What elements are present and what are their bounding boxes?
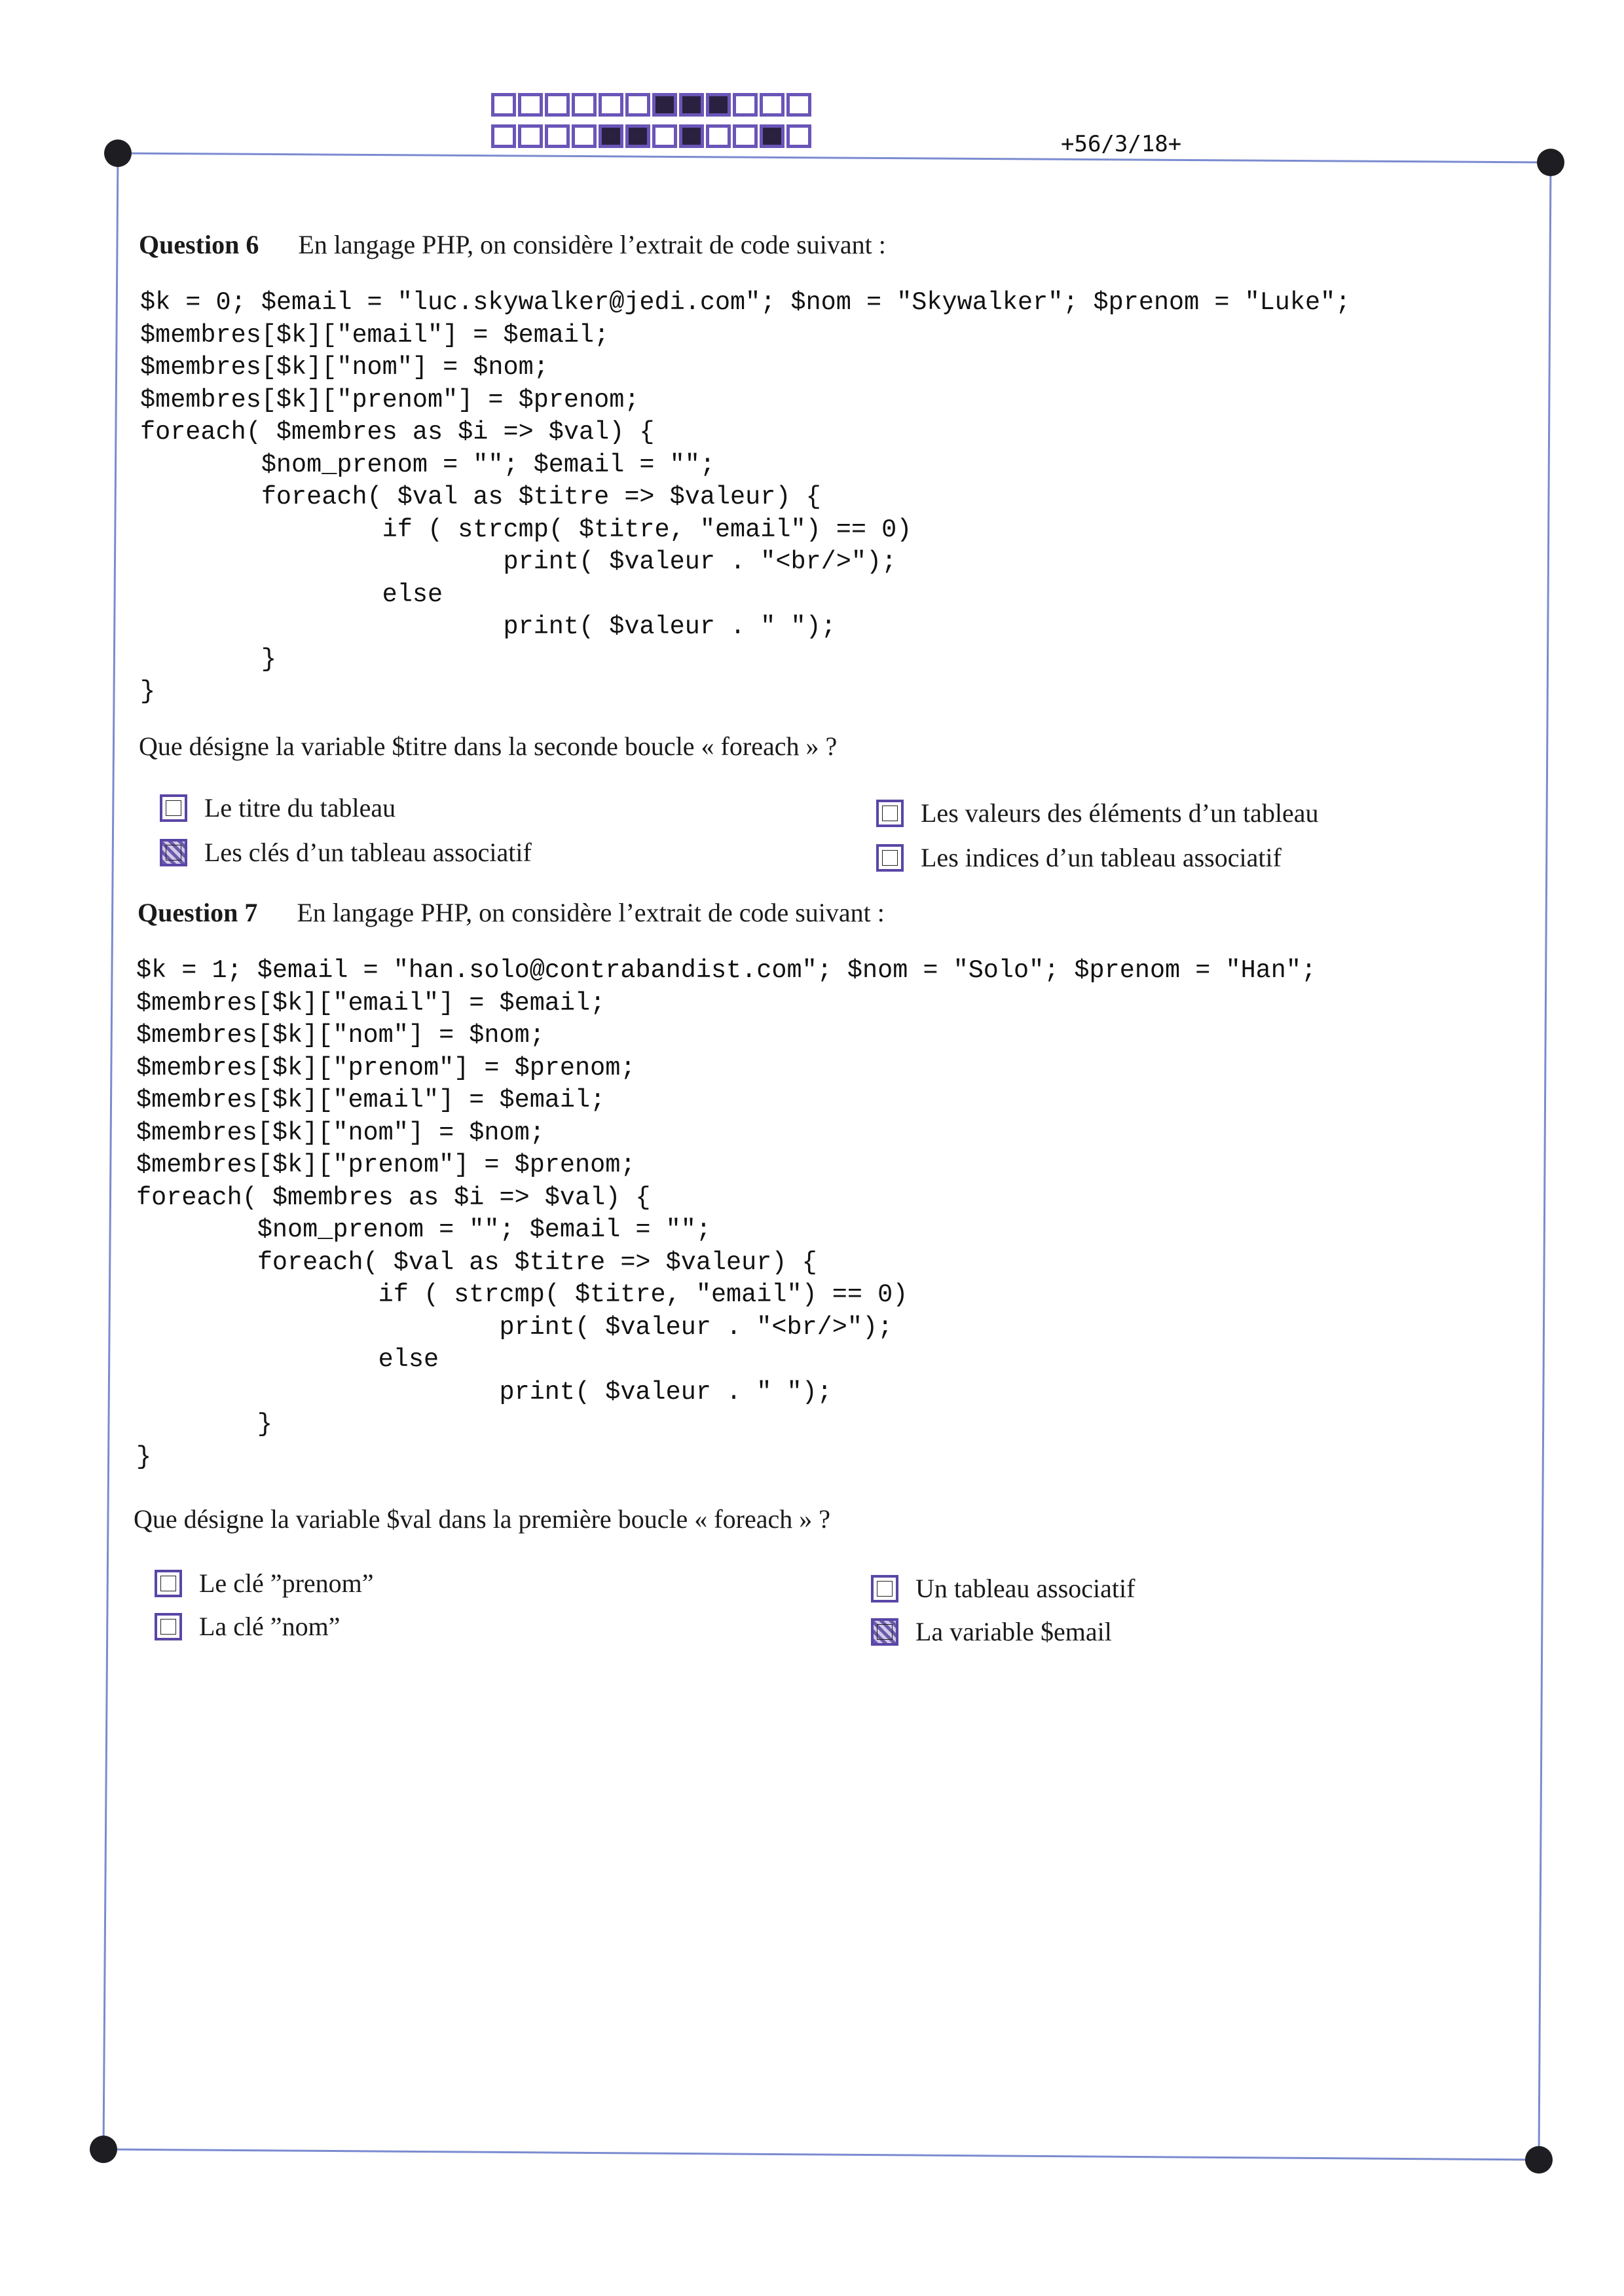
barcode-cell-empty bbox=[491, 93, 516, 117]
barcode-cell-empty bbox=[572, 124, 597, 148]
barcode-cell-filled bbox=[679, 124, 704, 148]
barcode-cell-filled bbox=[599, 124, 623, 148]
barcode-cell-empty bbox=[518, 124, 543, 148]
option-label: Un tableau associatif bbox=[915, 1574, 1135, 1603]
question-number: Question 7 bbox=[138, 898, 258, 927]
q7-option-1[interactable] bbox=[155, 1568, 374, 1599]
q6-option-2[interactable] bbox=[160, 837, 532, 868]
barcode-cell-filled bbox=[760, 124, 784, 148]
question-number: Question 6 bbox=[139, 230, 259, 259]
q7-option-4[interactable] bbox=[871, 1616, 1112, 1647]
corner-marker-top-right bbox=[1537, 149, 1564, 176]
q6-option-3[interactable] bbox=[876, 798, 1319, 828]
barcode-cell-empty bbox=[625, 93, 650, 117]
option-label: La variable $email bbox=[915, 1617, 1112, 1646]
frame-left-line bbox=[103, 153, 118, 2149]
question-6-heading bbox=[139, 229, 886, 260]
option-label: Les indices d’un tableau associatif bbox=[921, 843, 1282, 872]
question-7-code: $k = 1; $email = "han.solo@contrabandist.com"; $nom = "Solo"; $prenom = "Han"; $membres[$k]["email"] = $email; $membres[$k]["nom"] = $nom; $membres[$k]["prenom"] = $prenom; $membres[$k]["email"] = $email; $membres[$k]["nom"] = $nom; $membres[$k]["prenom"] = $prenom; foreach( $membres as $i => $val) { $nom_prenom = ""; $email = ""; foreach( $val as $titre => $valeur) { if ( strcmp( $titre, "email") == 0) print( $valeur . "<br/>"); else print( $valeur . " "); } } bbox=[136, 956, 1317, 1472]
barcode-cell-filled bbox=[652, 93, 677, 117]
option-label: Les valeurs des éléments d’un tableau bbox=[921, 798, 1319, 828]
q7-option-3[interactable] bbox=[871, 1573, 1135, 1604]
barcode-cell-empty bbox=[572, 93, 597, 117]
barcode-cell-empty bbox=[706, 124, 731, 148]
barcode-row-2 bbox=[491, 124, 813, 148]
barcode-cell-empty bbox=[491, 124, 516, 148]
option-label: Le titre du tableau bbox=[204, 793, 396, 823]
barcode-cell-empty bbox=[545, 93, 570, 117]
barcode-cell-empty bbox=[786, 124, 811, 148]
question-6-code: $k = 0; $email = "luc.skywalker@jedi.com"; $nom = "Skywalker"; $prenom = "Luke"; $membres[$k]["email"] = $email; $membres[$k]["nom"] = $nom; $membres[$k]["prenom"] = $prenom; foreach( $membres as $i => $val) { $nom_prenom = ""; $email = ""; foreach( $val as $titre => $valeur) { if ( strcmp( $titre, "email") == 0) print( $valeur . "<br/>"); else print( $valeur . " "); } } bbox=[140, 288, 1351, 706]
question-intro: En langage PHP, on considère l’extrait de code suivant : bbox=[298, 230, 886, 259]
frame-right-line bbox=[1539, 162, 1551, 2160]
checkbox[interactable] bbox=[155, 1570, 182, 1597]
corner-marker-bottom-right bbox=[1525, 2146, 1553, 2174]
question-7-prompt: Que désigne la variable $val dans la première boucle « foreach » ? bbox=[134, 1504, 830, 1534]
question-6-prompt: Que désigne la variable $titre dans la seconde boucle « foreach » ? bbox=[139, 731, 838, 761]
barcode-cell-filled bbox=[706, 93, 731, 117]
checkbox[interactable] bbox=[160, 794, 187, 822]
checkbox[interactable] bbox=[155, 1613, 182, 1640]
barcode-cell-empty bbox=[760, 93, 784, 117]
q6-option-4[interactable] bbox=[876, 842, 1282, 873]
barcode-cell-empty bbox=[518, 93, 543, 117]
option-label: Les clés d’un tableau associatif bbox=[204, 838, 532, 867]
option-label: Le clé ”prenom” bbox=[199, 1568, 374, 1598]
barcode-cell-empty bbox=[599, 93, 623, 117]
barcode-cell-empty bbox=[786, 93, 811, 117]
barcode-cell-filled bbox=[679, 93, 704, 117]
corner-marker-top-left bbox=[104, 139, 132, 167]
barcode-cell-empty bbox=[652, 124, 677, 148]
checkbox[interactable] bbox=[871, 1575, 898, 1602]
barcode-cell-empty bbox=[545, 124, 570, 148]
checkbox[interactable] bbox=[876, 844, 904, 872]
checkbox-checked[interactable] bbox=[160, 839, 187, 866]
barcode-cell-empty bbox=[733, 124, 758, 148]
checkbox-checked[interactable] bbox=[871, 1618, 898, 1646]
q6-option-1[interactable] bbox=[160, 792, 396, 823]
barcode-cell-filled bbox=[625, 124, 650, 148]
q7-option-2[interactable] bbox=[155, 1611, 340, 1642]
checkbox[interactable] bbox=[876, 800, 904, 827]
question-7-heading bbox=[138, 897, 885, 928]
page-id: +56/3/18+ bbox=[1061, 131, 1182, 157]
barcode-cell-empty bbox=[733, 93, 758, 117]
barcode-row-1 bbox=[491, 93, 813, 117]
option-label: La clé ”nom” bbox=[199, 1612, 341, 1641]
frame-top-line bbox=[118, 153, 1551, 162]
question-intro: En langage PHP, on considère l’extrait de code suivant : bbox=[297, 898, 885, 927]
frame-bottom-line bbox=[103, 2149, 1539, 2160]
corner-marker-bottom-left bbox=[90, 2136, 117, 2163]
